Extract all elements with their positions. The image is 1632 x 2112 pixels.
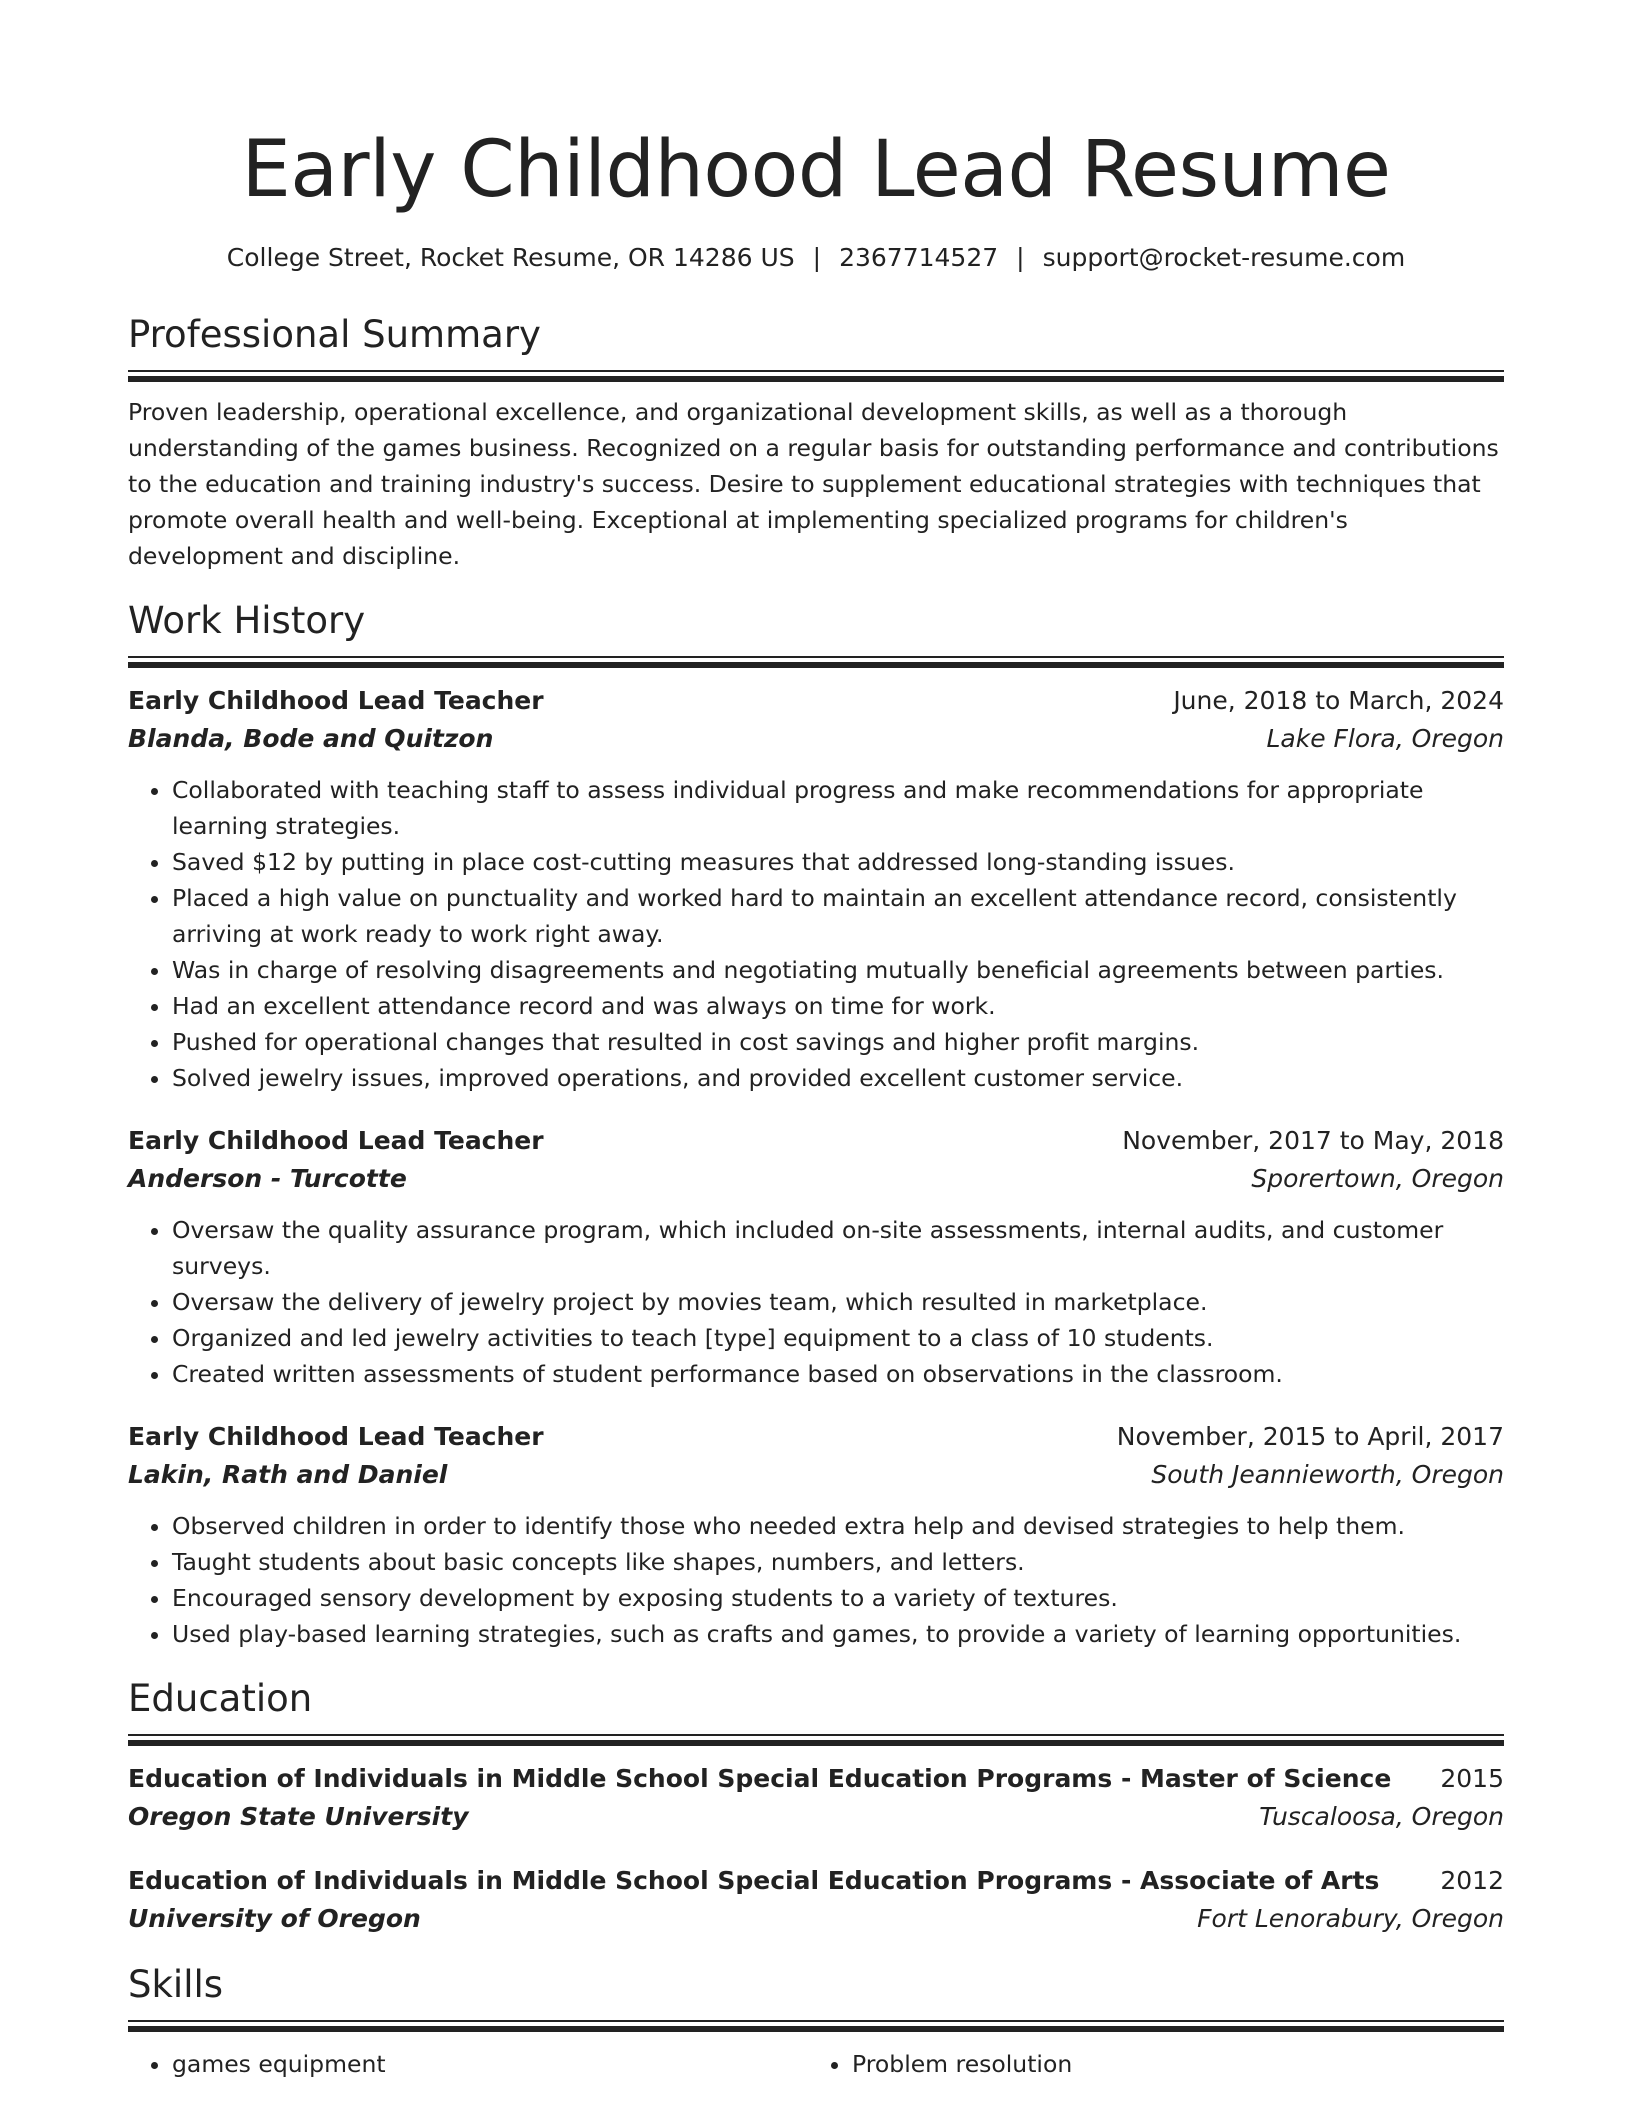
job-dates: June, 2018 to March, 2024	[1173, 686, 1504, 715]
list-item: • Observed children in order to identify those who needed extra help and devised strategies to help them.	[172, 1508, 1504, 1544]
list-item: • Was in charge of resolving disagreements and negotiating mutually beneficial agreements between parties.	[172, 952, 1504, 988]
contact-separator: |	[812, 243, 822, 272]
job-title: Early Childhood Lead Teacher	[128, 1422, 544, 1451]
education-year: 2015	[1440, 1764, 1504, 1793]
contact-separator: |	[1016, 243, 1025, 272]
skills-section	[128, 1960, 1504, 2082]
job-bullets	[128, 1212, 1504, 1392]
education-section	[128, 1674, 1504, 1938]
section-heading-education: Education	[128, 1677, 313, 1720]
list-item: • Used play-based learning strategies, such as crafts and games, to provide a variety of learning opportunities.	[172, 1616, 1504, 1652]
list-item: • Saved $12 by putting in place cost-cutting measures that addressed long-standing issues.	[172, 844, 1504, 880]
job-company: Blanda, Bode and Quitzon	[128, 724, 494, 753]
list-item: • Problem resolution	[852, 2046, 1488, 2082]
job-location: Sporertown, Oregon	[1251, 1164, 1504, 1193]
contact-email[interactable]: support@rocket-resume.com	[1042, 243, 1406, 272]
list-item: • Solved jewelry issues, improved operations, and provided excellent customer service.	[172, 1060, 1504, 1096]
skills-grid	[128, 2046, 1504, 2082]
education-location: Fort Lenorabury, Oregon	[1197, 1904, 1504, 1933]
education-location: Tuscaloosa, Oregon	[1259, 1802, 1504, 1831]
section-divider	[128, 2020, 1504, 2032]
resume-page	[128, 0, 1504, 2082]
education-entry	[128, 1760, 1504, 1836]
job-company: Lakin, Rath and Daniel	[128, 1460, 448, 1489]
section-heading-summary: Professional Summary	[128, 313, 541, 356]
list-item: • games equipment	[172, 2046, 808, 2082]
job-company: Anderson - Turcotte	[128, 1164, 407, 1193]
list-item: • Encouraged sensory development by exposing students to a variety of textures.	[172, 1580, 1504, 1616]
section-heading-work-history: Work History	[128, 599, 366, 642]
job-location: Lake Flora, Oregon	[1266, 724, 1504, 753]
job-dates: November, 2015 to April, 2017	[1116, 1422, 1504, 1451]
section-heading-skills: Skills	[128, 1963, 224, 2006]
summary-section	[128, 310, 1504, 574]
job-dates: November, 2017 to May, 2018	[1122, 1126, 1504, 1155]
job-entry	[128, 1122, 1504, 1392]
contact-address: College Street, Rocket Resume, OR 14286 US	[226, 243, 795, 272]
education-year: 2012	[1440, 1866, 1504, 1895]
contact-line	[128, 240, 1504, 276]
job-entry	[128, 1418, 1504, 1652]
section-divider	[128, 370, 1504, 382]
list-item: • Taught students about basic concepts like shapes, numbers, and letters.	[172, 1544, 1504, 1580]
job-title: Early Childhood Lead Teacher	[128, 1126, 544, 1155]
education-degree: Education of Individuals in Middle School Special Education Programs - Master of Science	[128, 1764, 1392, 1793]
job-location: South Jeannieworth, Oregon	[1151, 1460, 1504, 1489]
section-divider	[128, 656, 1504, 668]
education-degree: Education of Individuals in Middle School Special Education Programs - Associate of Arts	[128, 1866, 1380, 1895]
job-bullets	[128, 1508, 1504, 1652]
education-school: Oregon State University	[128, 1802, 469, 1831]
job-bullets	[128, 772, 1504, 1096]
education-entry	[128, 1862, 1504, 1938]
list-item: • Pushed for operational changes that resulted in cost savings and higher profit margins.	[172, 1024, 1504, 1060]
education-school: University of Oregon	[128, 1904, 421, 1933]
resume-title: Early Childhood Lead Resume	[241, 125, 1391, 215]
skills-column-right	[808, 2046, 1488, 2082]
work-history-section	[128, 596, 1504, 1652]
list-item: • Created written assessments of student performance based on observations in the classroom.	[172, 1356, 1504, 1392]
skills-column-left	[128, 2046, 808, 2082]
list-item: • Oversaw the delivery of jewelry project by movies team, which resulted in marketplace.	[172, 1284, 1504, 1320]
job-title: Early Childhood Lead Teacher	[128, 686, 544, 715]
section-divider	[128, 1734, 1504, 1746]
contact-phone: 2367714527	[839, 243, 999, 272]
list-item: • Collaborated with teaching staff to assess individual progress and make recommendations for appropriate learning strategies.	[172, 772, 1504, 844]
summary-text: Proven leadership, operational excellence, and organizational development skills, as well as a thorough understanding of the games business. Recognized on a regular basis for outstanding performance and contributions to the education and training industry's success. Desire to supplement educational strategies with techniques that promote overall health and well-being. Exceptional at implementing specialized programs for children's development and discipline.	[128, 398, 1499, 570]
list-item: • Placed a high value on punctuality and worked hard to maintain an excellent attendance record, consistently arriving at work ready to work right away.	[172, 880, 1504, 952]
list-item: • Had an excellent attendance record and was always on time for work.	[172, 988, 1504, 1024]
list-item: • Oversaw the quality assurance program, which included on-site assessments, internal audits, and customer surveys.	[172, 1212, 1504, 1284]
job-entry	[128, 682, 1504, 1096]
list-item: • Organized and led jewelry activities to teach [type] equipment to a class of 10 students.	[172, 1320, 1504, 1356]
